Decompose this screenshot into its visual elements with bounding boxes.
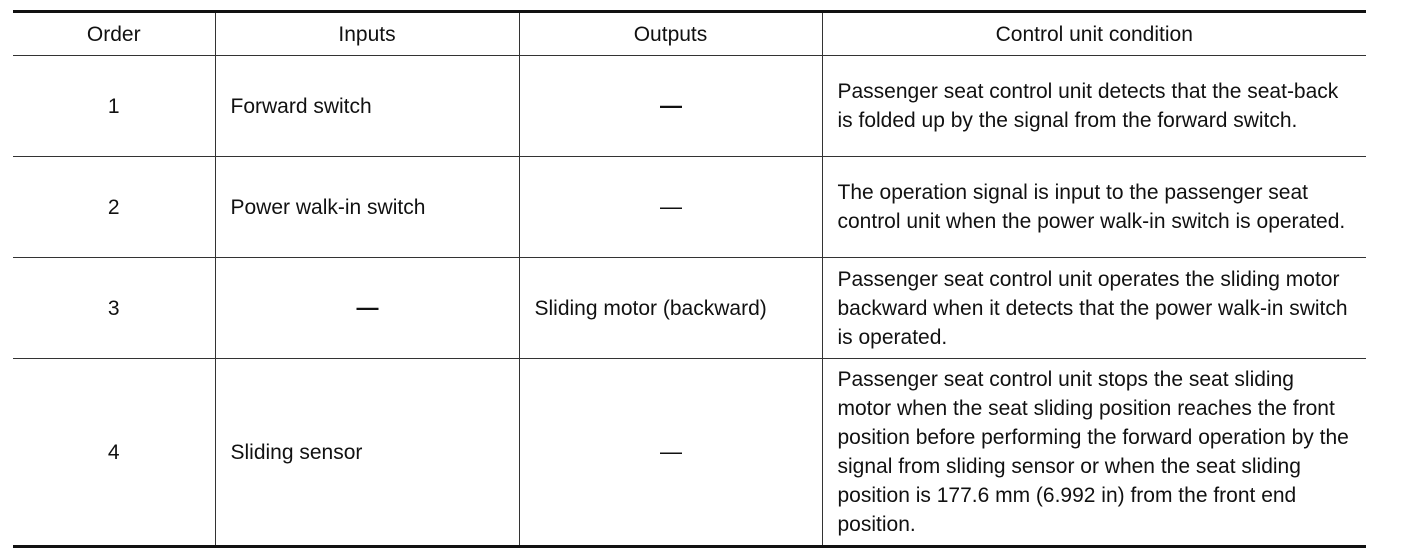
control-sequence-table [13,10,1366,548]
table-row [13,258,1366,359]
empty-dash: — [660,439,682,464]
cell-order: 1 [13,56,215,157]
cell-condition: The operation signal is input to the passenger seat control unit when the power walk-in switch is operated. [822,157,1366,258]
header-outputs: Outputs [519,12,822,56]
control-sequence-table-wrapper [13,10,1366,548]
table-header [13,12,1366,56]
cell-order: 4 [13,359,215,547]
cell-condition: Passenger seat control unit stops the seat sliding motor when the seat sliding position reaches the front position before performing the forward operation by the signal from sliding sensor or when the seat sliding position is 177.6 mm (6.992 in) from the front end position. [822,359,1366,547]
cell-outputs [519,56,822,157]
cell-inputs: Sliding sensor [215,359,519,547]
cell-outputs [519,359,822,547]
table-row [13,157,1366,258]
cell-outputs: Sliding motor (backward) [519,258,822,359]
empty-dash: — [356,295,379,320]
header-condition: Control unit condition [822,12,1366,56]
header-row [13,12,1366,56]
cell-outputs [519,157,822,258]
cell-inputs: Power walk-in switch [215,157,519,258]
header-inputs: Inputs [215,12,519,56]
cell-condition: Passenger seat control unit operates the sliding motor backward when it detects that the power walk-in switch is operated. [822,258,1366,359]
table-row [13,56,1366,157]
table-body [13,56,1366,547]
cell-order: 3 [13,258,215,359]
cell-condition: Passenger seat control unit detects that the seat-back is folded up by the signal from the forward switch. [822,56,1366,157]
cell-order: 2 [13,157,215,258]
empty-dash: — [660,93,682,118]
table-row [13,359,1366,547]
cell-inputs: Forward switch [215,56,519,157]
cell-inputs [215,258,519,359]
empty-dash: — [660,194,682,219]
header-order: Order [13,12,215,56]
